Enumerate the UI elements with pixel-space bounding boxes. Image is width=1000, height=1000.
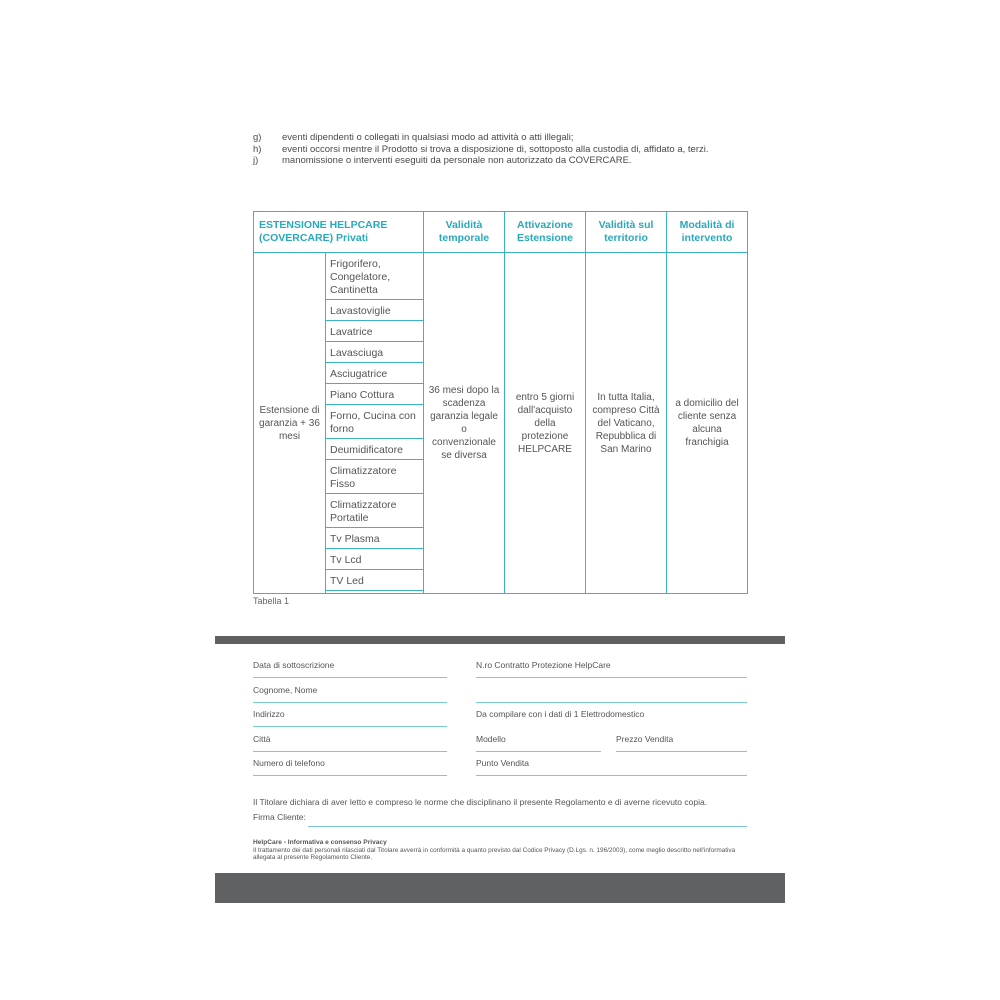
table-caption: Tabella 1 <box>253 596 290 606</box>
header-modalita: Modalità di intervento <box>667 212 748 253</box>
signature-line <box>308 826 747 827</box>
header-validita: Validità temporale <box>424 212 505 253</box>
field-indirizzo[interactable]: Indirizzo <box>253 707 447 727</box>
privacy-title: HelpCare - Informativa e consenso Privacy <box>253 839 387 846</box>
coverage-table <box>253 211 748 594</box>
field-data-sottoscrizione[interactable]: Data di sottoscrizione <box>253 658 447 678</box>
cell-validita: 36 mesi dopo la scadenza garanzia legale o convenzionale se diversa <box>424 253 505 594</box>
appliance-item: Lavasciuga <box>326 345 423 363</box>
declaration-text: Il Titolare dichiara di aver letto e compreso le norme che disciplinano il presente Regolamento e di averne ricevuto copia. <box>253 797 708 807</box>
header-attivazione: Attivazione Estensione <box>505 212 586 253</box>
cell-appliances <box>326 253 424 594</box>
field-nro-contratto[interactable]: N.ro Contratto Protezione HelpCare <box>476 658 747 678</box>
list-item: h) eventi occorsi mentre il Prodotto si trova a disposizione di, sottoposto alla custodia di, affidato a, terzi. <box>253 143 709 155</box>
field-telefono[interactable]: Numero di telefono <box>253 756 447 776</box>
appliance-item: Piano Cottura <box>326 387 423 405</box>
exclusions-list <box>253 132 747 167</box>
field-nro-contratto-blank[interactable] <box>476 683 747 703</box>
field-citta[interactable]: Città <box>253 732 447 752</box>
appliance-item: Frigorifero, Congelatore, Cantinetta <box>326 256 423 300</box>
appliance-item: Lavatrice <box>326 324 423 342</box>
cell-attivazione: entro 5 giorni dall'acquisto della protezione HELPCARE <box>505 253 586 594</box>
header-territorio: Validità sul territorio <box>586 212 667 253</box>
list-item: j) manomissione o interventi eseguiti da personale non autorizzato da COVERCARE. <box>253 155 632 166</box>
field-prezzo-vendita[interactable]: Prezzo Vendita <box>616 732 747 752</box>
cell-territorio: In tutta Italia, compreso Città del Vaticano, Repubblica di San Marino <box>586 253 667 594</box>
signature-field[interactable]: Firma Cliente: <box>253 812 747 827</box>
appliance-item: Tv Lcd <box>326 552 423 570</box>
header-estensione: ESTENSIONE HELPCARE (COVERCARE) Privati <box>254 212 424 253</box>
appliance-item: Forno, Cucina con forno <box>326 408 423 439</box>
table-body-row <box>254 253 748 594</box>
field-cognome-nome[interactable]: Cognome, Nome <box>253 683 447 703</box>
privacy-text: Il trattamento dei dati personali rilasciati dal Titolare avverrà in conformità a quanto previsto dal Codice Privacy (D.Lgs. n. 196/2003), come meglio descritto nell'informativa allegata al presente Regolamento Cliente. <box>253 846 736 862</box>
cell-modalita: a domicilio del cliente senza alcuna franchigia <box>667 253 748 594</box>
appliance-item: Tv Plasma <box>326 531 423 549</box>
privacy-notice <box>253 839 747 862</box>
appliance-item: Climatizzatore Fisso <box>326 463 423 494</box>
appliance-item: TV Led <box>326 573 423 591</box>
appliance-item: Deumidificatore <box>326 442 423 460</box>
appliance-item: Climatizzatore Portatile <box>326 497 423 528</box>
table-header-row <box>254 212 748 253</box>
field-punto-vendita[interactable]: Punto Vendita <box>476 756 747 776</box>
appliance-note: Da compilare con i dati di 1 Elettrodomestico <box>476 709 645 719</box>
list-item: g) eventi dipendenti o collegati in qualsiasi modo ad attività o atti illegali; <box>253 132 574 143</box>
appliance-item: Lavastoviglie <box>326 303 423 321</box>
appliance-item: Asciugatrice <box>326 366 423 384</box>
cell-estensione: Estensione di garanzia + 36 mesi <box>254 253 326 594</box>
document-page <box>215 95 785 903</box>
divider-bar <box>215 636 785 644</box>
field-modello[interactable]: Modello <box>476 732 601 752</box>
footer-bar <box>215 873 785 903</box>
